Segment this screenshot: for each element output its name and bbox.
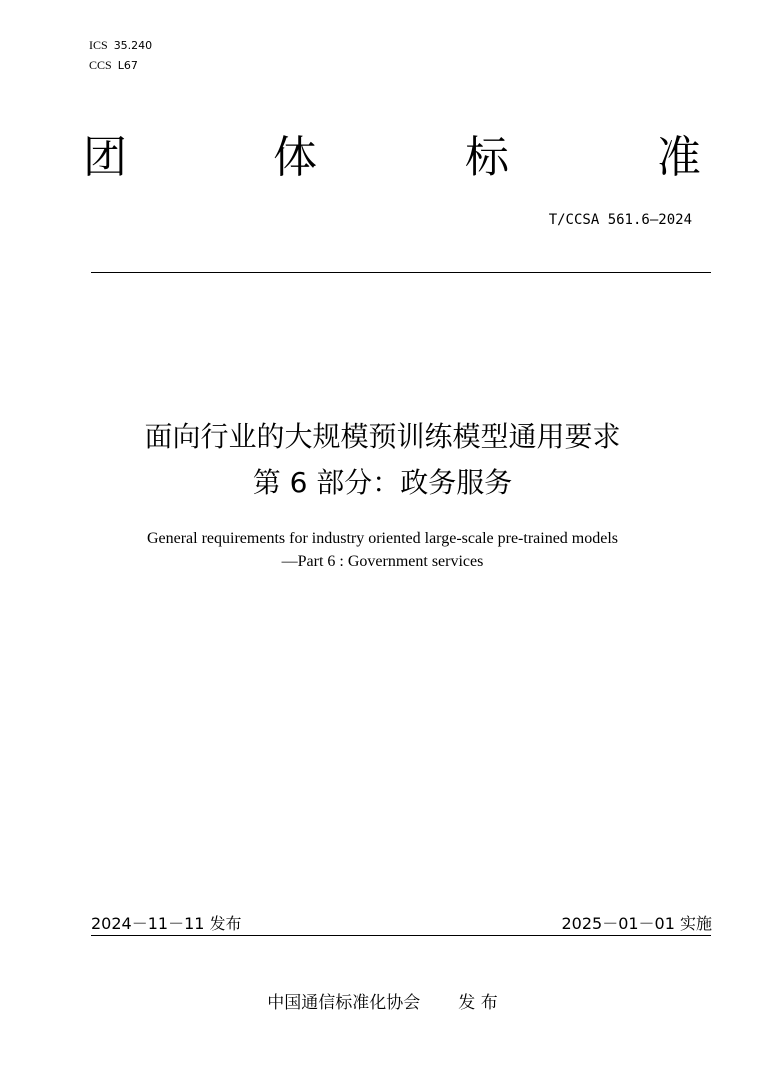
publish-date: 2024－11－11 发布 (91, 914, 242, 933)
implement-date: 2025－01－01 实施 (561, 914, 712, 933)
title-en-line-1: General requirements for industry oriented large-scale pre-trained models (146, 530, 619, 547)
standard-type-char-2: 体 (273, 132, 317, 183)
title-cn-line-1: 面向行业的大规模预训练模型通用要求 (144, 420, 621, 453)
title-cn-line-2: 第 6 部分：政务服务 (252, 466, 513, 499)
publisher-org: 中国通信标准化协会 (267, 993, 421, 1013)
ics-line (89, 38, 152, 53)
publisher-line (0, 988, 765, 1013)
standard-type-char-1: 团 (83, 132, 127, 183)
ics-label: ICS (89, 38, 108, 52)
publisher-action: 发 布 (458, 993, 498, 1013)
title-en-line-2: —Part 6 : Government services (281, 553, 484, 570)
ccs-line (89, 58, 138, 73)
standard-type-char-3: 标 (465, 132, 509, 183)
footer-divider (91, 935, 711, 936)
standard-type-char-4: 准 (657, 132, 701, 183)
ccs-code: L67 (117, 59, 138, 72)
header-divider (91, 272, 711, 273)
ics-code: 35.240 (113, 39, 153, 52)
standard-number: T/CCSA 561.6—2024 (548, 212, 692, 228)
ccs-label: CCS (89, 58, 112, 72)
